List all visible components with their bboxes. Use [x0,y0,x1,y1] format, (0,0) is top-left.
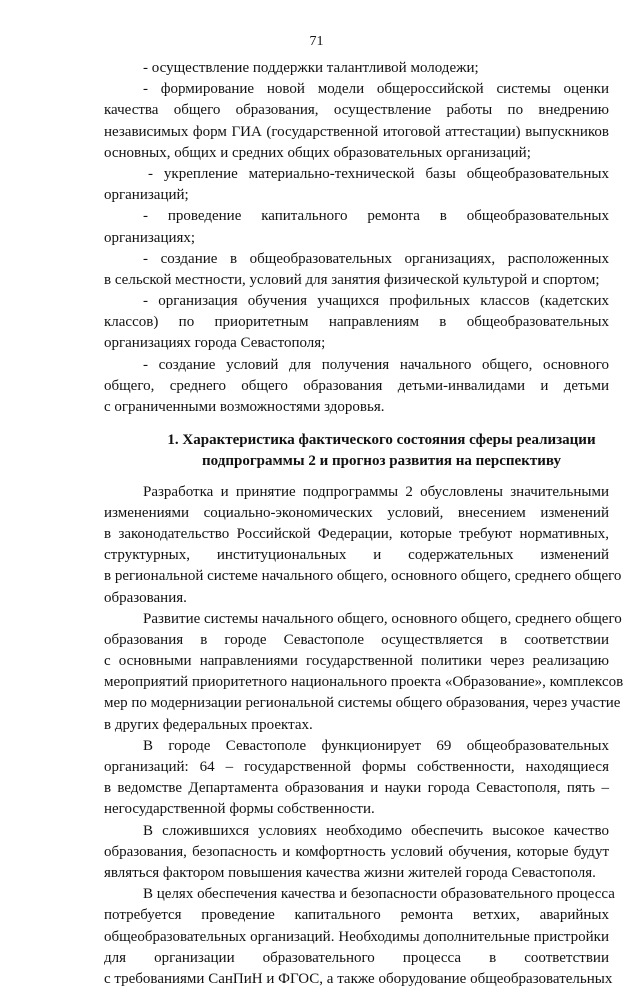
text-line: в других федеральных проектах. [104,716,313,733]
text-line: для организации образовательного процесса в соответствии [104,949,609,966]
text-line: - осуществление поддержки талантливой молодежи; [143,60,479,76]
text-line: негосударственной формы собственности. [104,801,375,818]
text-line: В сложившихся условиях необходимо обеспечить высокое качество [143,822,609,839]
bullet-item [104,79,609,164]
text-line: 1. Характеристика фактического состояния сферы реализации [167,432,596,449]
text-line: В городе Севастополе функционирует 69 общеобразовательных [143,737,609,754]
text-line: мер по модернизации региональной системы общего образования, через участие [104,695,621,712]
text-line: организациях; [104,229,196,246]
text-line: с требованиями СанПиН и ФГОС, а также оборудование общеобразовательных [104,970,613,987]
text-line: образования, безопасность и комфортность условий обучения, которые будут [104,843,609,860]
bullet-item [104,249,609,291]
document-body [104,58,624,990]
page-number: 71 [309,34,324,49]
section-heading [104,430,609,472]
text-line: независимых форм ГИА (государственной итоговой аттестации) выпускников [104,123,609,140]
text-line: качества общего образования, осуществление работы по внедрению [104,102,609,119]
bullet-item [104,355,609,419]
text-line: в региональной системе начального общего, основного общего, среднего общего [104,568,622,585]
section-text [104,482,624,990]
bullet-item [104,206,609,248]
text-line: структурных, институциональных и содержательных изменений [104,547,609,564]
text-line: общеобразовательных организаций. Необходимы дополнительные пристройки [104,928,609,945]
text-line: с основными направлениями государственной политики через реализацию [104,653,609,670]
text-line: потребуется проведение капитального ремонта ветхих, аварийных [104,907,609,924]
text-line: в ведомстве Департамента образования и науки города Севастополя, пять – [104,780,609,797]
text-line: являться фактором повышения качества жизни жителей города Севастополя. [104,864,596,881]
text-line: образования. [104,589,187,606]
text-line: с ограниченными возможностями здоровья. [104,399,385,415]
paragraph [104,736,609,821]
text-line: в сельской местности, условий для занятия физической культурой и спортом; [104,271,600,288]
text-line: Разработка и принятие подпрограммы 2 обусловлены значительными [143,483,609,500]
text-line: - создание условий для получения начального общего, основного [143,356,609,373]
text-line: - формирование новой модели общероссийской системы оценки [143,81,609,98]
bullet-item [104,291,609,355]
text-line: изменениями социально-экономических условий, внесением изменений [104,504,609,521]
paragraph [104,821,609,885]
bullet-list [104,58,609,418]
text-line: - создание в общеобразовательных организациях, расположенных [143,250,609,267]
text-line: Развитие системы начального общего, основного общего, среднего общего [143,610,622,627]
bullet-item [104,58,609,79]
bullet-item [104,164,609,206]
text-line: основных, общих и средних общих образовательных организаций; [104,144,531,161]
text-line: - проведение капитального ремонта в общеобразовательных [143,208,609,225]
text-line: В целях обеспечения качества и безопасности образовательного процесса [143,886,615,903]
paragraph [104,482,622,609]
text-line: в законодательство Российской Федерации, которые требуют нормативных, [104,525,609,542]
paragraph [104,884,615,990]
text-line: организаций: 64 – государственной формы собственности, находящиеся [104,759,609,775]
text-line: мероприятий приоритетного национального проекта «Образование», комплексов [104,674,624,691]
text-line: - укрепление материально-технической базы общеобразовательных [148,165,609,182]
text-line: - организация обучения учащихся профильных классов (кадетских [143,293,609,310]
paragraph [104,609,624,736]
text-line: образования в городе Севастополе осуществляется в соответствии [104,631,609,648]
text-line: общего, среднего общего образования детьми-инвалидами и детьми [104,377,609,394]
heading-text [104,430,609,472]
text-line: подпрограммы 2 и прогноз развития на перспективу [202,453,561,470]
text-line: организациях города Севастополя; [104,335,326,352]
text-line: классов) по приоритетным направлениям в общеобразовательных [104,314,609,331]
text-line: организаций; [104,187,189,204]
